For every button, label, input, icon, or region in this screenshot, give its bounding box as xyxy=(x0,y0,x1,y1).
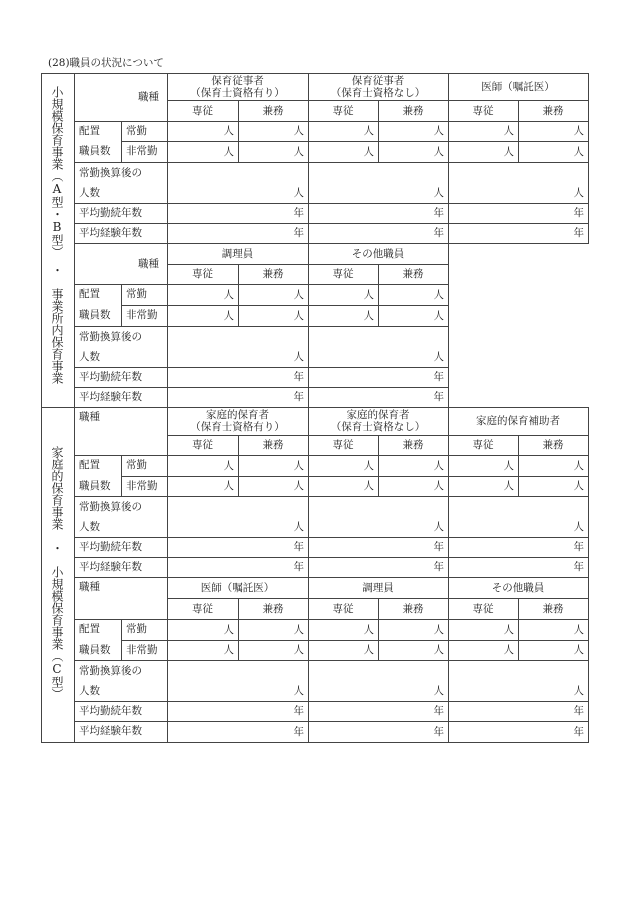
section-label-home-based-c: 家庭的保育事業 ・ 小規模保育事業（C型） xyxy=(50,446,64,700)
s2b-fulltime-input[interactable] xyxy=(518,619,588,640)
dedicated-header: 専従 xyxy=(192,439,213,451)
unit-label: 人 xyxy=(293,350,304,363)
staff-count-label: 職員数 xyxy=(79,480,111,492)
job-column-header: 家庭的保育者 xyxy=(346,409,410,421)
grid-line xyxy=(74,577,589,578)
unit-label: 人 xyxy=(223,459,234,472)
s1a-fte-input[interactable] xyxy=(448,162,588,203)
side-divider xyxy=(74,73,75,743)
s2b-parttime-input[interactable] xyxy=(238,640,308,660)
s2a-parttime-input[interactable] xyxy=(167,476,238,496)
dedicated-header: 専従 xyxy=(472,105,494,117)
outer-border xyxy=(41,73,75,74)
parttime-label: 非常勤 xyxy=(126,145,158,157)
s1a-fulltime-input[interactable] xyxy=(518,121,588,141)
fulltime-label: 常勤 xyxy=(126,623,147,635)
unit-label: 人 xyxy=(573,459,584,472)
dedicated-header: 専従 xyxy=(332,268,354,280)
fte-label-line2: 人数 xyxy=(79,187,100,199)
unit-label: 年 xyxy=(293,206,304,219)
unit-label: 人 xyxy=(573,643,584,656)
unit-label: 人 xyxy=(293,186,304,199)
s2b-parttime-input[interactable] xyxy=(518,640,588,660)
job-column-header: 保育従事者 xyxy=(211,75,264,87)
unit-label: 人 xyxy=(433,124,444,137)
fte-label-line1: 常勤換算後の xyxy=(79,167,142,179)
s2b-parttime-input[interactable] xyxy=(167,640,238,660)
unit-label: 人 xyxy=(433,459,444,472)
s1a-tenure-input[interactable] xyxy=(167,203,308,223)
unit-label: 年 xyxy=(573,540,584,553)
unit-label: 年 xyxy=(433,370,444,383)
unit-label: 人 xyxy=(573,145,584,158)
job-type-label: 職種 xyxy=(138,91,159,103)
s2a-fte-input[interactable] xyxy=(448,496,588,537)
s2a-parttime-input[interactable] xyxy=(308,476,378,496)
s1b-parttime-input[interactable] xyxy=(378,305,448,326)
avg-tenure-label: 平均勤続年数 xyxy=(79,207,142,219)
unit-label: 人 xyxy=(503,124,514,137)
s1b-fte-input[interactable] xyxy=(167,326,308,367)
unit-label: 年 xyxy=(293,226,304,239)
parttime-label: 非常勤 xyxy=(126,644,158,656)
unit-label: 人 xyxy=(503,643,514,656)
fte-label-line2: 人数 xyxy=(79,351,100,363)
unit-label: 人 xyxy=(223,124,234,137)
avg-experience-label: 平均経験年数 xyxy=(79,227,142,239)
fte-label-line1: 常勤換算後の xyxy=(79,501,142,513)
job-column-header: 調理員 xyxy=(362,582,394,594)
s1a-fulltime-input[interactable] xyxy=(167,121,238,141)
job-column-header: 医師（嘱託医） xyxy=(200,582,275,594)
fulltime-label: 常勤 xyxy=(126,459,147,471)
s2b-fulltime-input[interactable] xyxy=(448,619,518,640)
s1a-fulltime-input[interactable] xyxy=(378,121,448,141)
unit-label: 人 xyxy=(363,479,374,492)
job-column-header: 医師（嘱託医） xyxy=(481,81,555,93)
concurrent-header: 兼務 xyxy=(542,603,564,615)
concurrent-header: 兼務 xyxy=(402,105,424,117)
job-column-header: その他職員 xyxy=(351,248,405,260)
unit-label: 人 xyxy=(433,520,444,533)
section-divider xyxy=(41,407,75,408)
grid-line xyxy=(121,619,122,661)
unit-label: 年 xyxy=(293,390,304,403)
avg-experience-label: 平均経験年数 xyxy=(79,725,142,737)
s2b-tenure-input[interactable] xyxy=(167,701,308,721)
grid-line xyxy=(588,73,589,244)
s2b-parttime-input[interactable] xyxy=(308,640,378,660)
job-column-header: その他職員 xyxy=(491,582,545,594)
s1a-fulltime-input[interactable] xyxy=(448,121,518,141)
unit-label: 年 xyxy=(433,206,444,219)
fte-label-line2: 人数 xyxy=(79,521,100,533)
grid-line xyxy=(448,243,449,408)
dedicated-header: 専従 xyxy=(332,439,354,451)
unit-label: 年 xyxy=(293,540,304,553)
avg-tenure-label: 平均勤続年数 xyxy=(79,541,142,553)
s1a-fulltime-input[interactable] xyxy=(238,121,308,141)
placement-label: 配置 xyxy=(79,288,100,300)
unit-label: 人 xyxy=(433,643,444,656)
unit-label: 人 xyxy=(433,623,444,636)
unit-label: 年 xyxy=(433,226,444,239)
s1a-parttime-input[interactable] xyxy=(448,141,518,162)
s2a-experience-input[interactable] xyxy=(308,557,448,577)
job-column-header: 家庭的保育補助者 xyxy=(476,415,560,427)
job-type-label: 職種 xyxy=(79,581,100,593)
avg-experience-label: 平均経験年数 xyxy=(79,391,142,403)
s1a-fulltime-input[interactable] xyxy=(308,121,378,141)
unit-label: 人 xyxy=(433,186,444,199)
parttime-label: 非常勤 xyxy=(126,480,158,492)
grid-line xyxy=(121,121,122,163)
s2b-fulltime-input[interactable] xyxy=(308,619,378,640)
s2b-experience-input[interactable] xyxy=(448,721,588,742)
unit-label: 人 xyxy=(293,623,304,636)
avg-experience-label: 平均経験年数 xyxy=(79,561,142,573)
job-column-header: 家庭的保育者 xyxy=(206,409,269,421)
s2b-parttime-input[interactable] xyxy=(378,640,448,660)
s1a-tenure-input[interactable] xyxy=(448,203,588,223)
dedicated-header: 専従 xyxy=(332,603,354,615)
parttime-label: 非常勤 xyxy=(126,309,158,321)
s2a-tenure-input[interactable] xyxy=(448,537,588,557)
unit-label: 年 xyxy=(433,704,444,717)
unit-label: 人 xyxy=(573,623,584,636)
job-column-header: 調理員 xyxy=(221,248,254,260)
s2b-fulltime-input[interactable] xyxy=(167,619,238,640)
s2b-fulltime-input[interactable] xyxy=(238,619,308,640)
unit-label: 人 xyxy=(223,145,234,158)
s1a-fte-input[interactable] xyxy=(308,162,448,203)
unit-label: 人 xyxy=(433,350,444,363)
unit-label: 人 xyxy=(223,479,234,492)
grid-line xyxy=(448,407,589,408)
s1b-fulltime-input[interactable] xyxy=(167,284,238,305)
unit-label: 人 xyxy=(363,288,374,301)
s2b-experience-input[interactable] xyxy=(167,721,308,742)
s1b-parttime-input[interactable] xyxy=(167,305,238,326)
unit-label: 人 xyxy=(573,479,584,492)
concurrent-header: 兼務 xyxy=(262,439,284,451)
staff-count-label: 職員数 xyxy=(79,309,111,321)
unit-label: 人 xyxy=(223,288,234,301)
s1b-parttime-input[interactable] xyxy=(308,305,378,326)
fte-label-line2: 人数 xyxy=(79,685,100,697)
grid-line xyxy=(121,284,122,327)
s2a-parttime-input[interactable] xyxy=(238,476,308,496)
s2b-experience-input[interactable] xyxy=(308,721,448,742)
unit-label: 人 xyxy=(433,684,444,697)
s1a-parttime-input[interactable] xyxy=(518,141,588,162)
unit-label: 年 xyxy=(433,540,444,553)
unit-label: 人 xyxy=(503,623,514,636)
s1b-experience-input[interactable] xyxy=(308,387,448,407)
s2b-fte-input[interactable] xyxy=(448,660,588,701)
unit-label: 人 xyxy=(433,309,444,322)
job-column-qualification: （保育士資格有り） xyxy=(190,421,285,433)
unit-label: 人 xyxy=(363,643,374,656)
unit-label: 人 xyxy=(363,623,374,636)
unit-label: 人 xyxy=(293,643,304,656)
unit-label: 人 xyxy=(293,124,304,137)
s2a-fte-input[interactable] xyxy=(308,496,448,537)
s1a-parttime-input[interactable] xyxy=(308,141,378,162)
s2a-parttime-input[interactable] xyxy=(378,476,448,496)
fulltime-label: 常勤 xyxy=(126,125,147,137)
unit-label: 年 xyxy=(573,226,584,239)
grid-line xyxy=(588,407,589,578)
grid-line xyxy=(121,455,122,497)
unit-label: 人 xyxy=(433,145,444,158)
unit-label: 年 xyxy=(293,704,304,717)
s2a-tenure-input[interactable] xyxy=(308,537,448,557)
unit-label: 人 xyxy=(503,459,514,472)
s1a-parttime-input[interactable] xyxy=(378,141,448,162)
dedicated-header: 専従 xyxy=(192,603,213,615)
s2b-fulltime-input[interactable] xyxy=(378,619,448,640)
dedicated-header: 専従 xyxy=(332,105,354,117)
s1b-fulltime-input[interactable] xyxy=(378,284,448,305)
unit-label: 人 xyxy=(573,684,584,697)
concurrent-header: 兼務 xyxy=(262,603,284,615)
unit-label: 人 xyxy=(573,186,584,199)
unit-label: 人 xyxy=(293,520,304,533)
s2a-fulltime-input[interactable] xyxy=(448,455,518,476)
s1a-parttime-input[interactable] xyxy=(167,141,238,162)
concurrent-header: 兼務 xyxy=(402,603,424,615)
placement-label: 配置 xyxy=(79,623,100,635)
placement-label: 配置 xyxy=(79,459,100,471)
dedicated-header: 専従 xyxy=(192,105,213,117)
dedicated-header: 専従 xyxy=(472,439,494,451)
unit-label: 人 xyxy=(433,288,444,301)
unit-label: 人 xyxy=(363,459,374,472)
unit-label: 人 xyxy=(573,520,584,533)
s2a-fulltime-input[interactable] xyxy=(518,455,588,476)
concurrent-header: 兼務 xyxy=(402,439,424,451)
s2a-fte-input[interactable] xyxy=(167,496,308,537)
unit-label: 年 xyxy=(293,560,304,573)
s1a-experience-input[interactable] xyxy=(167,223,308,243)
job-column-header: 保育従事者 xyxy=(351,75,405,87)
s2b-fte-input[interactable] xyxy=(167,660,308,701)
grid-line xyxy=(74,243,449,244)
unit-label: 年 xyxy=(573,704,584,717)
outer-border xyxy=(74,742,589,743)
job-column-qualification: （保育士資格なし） xyxy=(330,87,426,99)
s1b-fulltime-input[interactable] xyxy=(308,284,378,305)
outer-border xyxy=(41,73,42,743)
concurrent-header: 兼務 xyxy=(542,439,564,451)
s2a-parttime-input[interactable] xyxy=(448,476,518,496)
s1b-tenure-input[interactable] xyxy=(167,367,308,387)
unit-label: 年 xyxy=(293,725,304,738)
job-column-qualification: （保育士資格有り） xyxy=(190,87,285,99)
fte-label-line1: 常勤換算後の xyxy=(79,331,142,343)
unit-label: 人 xyxy=(293,459,304,472)
unit-label: 人 xyxy=(293,288,304,301)
unit-label: 年 xyxy=(573,560,584,573)
concurrent-header: 兼務 xyxy=(402,268,424,280)
s2a-fulltime-input[interactable] xyxy=(238,455,308,476)
grid-line xyxy=(74,73,589,74)
section-title: (28)職員の状況について xyxy=(48,57,164,69)
s2b-fte-input[interactable] xyxy=(308,660,448,701)
s1b-tenure-input[interactable] xyxy=(308,367,448,387)
job-type-label: 職種 xyxy=(138,258,159,270)
unit-label: 人 xyxy=(363,145,374,158)
avg-tenure-label: 平均勤続年数 xyxy=(79,705,142,717)
dedicated-header: 専従 xyxy=(472,603,494,615)
s2a-parttime-input[interactable] xyxy=(518,476,588,496)
concurrent-header: 兼務 xyxy=(262,268,284,280)
fte-label-line1: 常勤換算後の xyxy=(79,665,142,677)
s1b-parttime-input[interactable] xyxy=(238,305,308,326)
s2a-tenure-input[interactable] xyxy=(167,537,308,557)
staff-count-label: 職員数 xyxy=(79,644,111,656)
s2b-tenure-input[interactable] xyxy=(448,701,588,721)
s1b-fulltime-input[interactable] xyxy=(238,284,308,305)
unit-label: 人 xyxy=(503,145,514,158)
unit-label: 人 xyxy=(293,145,304,158)
unit-label: 人 xyxy=(433,479,444,492)
grid-line xyxy=(588,577,589,743)
s2a-fulltime-input[interactable] xyxy=(308,455,378,476)
s1a-experience-input[interactable] xyxy=(448,223,588,243)
unit-label: 人 xyxy=(223,643,234,656)
unit-label: 人 xyxy=(573,124,584,137)
s2a-fulltime-input[interactable] xyxy=(378,455,448,476)
unit-label: 人 xyxy=(363,124,374,137)
placement-label: 配置 xyxy=(79,125,100,137)
unit-label: 人 xyxy=(293,309,304,322)
s2a-fulltime-input[interactable] xyxy=(167,455,238,476)
dedicated-header: 専従 xyxy=(192,268,213,280)
job-column-qualification: （保育士資格なし） xyxy=(330,421,426,433)
s1a-fte-input[interactable] xyxy=(167,162,308,203)
s2a-experience-input[interactable] xyxy=(167,557,308,577)
unit-label: 年 xyxy=(573,206,584,219)
concurrent-header: 兼務 xyxy=(262,105,284,117)
unit-label: 人 xyxy=(293,479,304,492)
outer-border xyxy=(41,742,75,743)
unit-label: 人 xyxy=(503,479,514,492)
s2b-tenure-input[interactable] xyxy=(308,701,448,721)
concurrent-header: 兼務 xyxy=(542,105,564,117)
unit-label: 年 xyxy=(433,560,444,573)
s1a-parttime-input[interactable] xyxy=(238,141,308,162)
s1a-tenure-input[interactable] xyxy=(308,203,448,223)
unit-label: 年 xyxy=(573,725,584,738)
unit-label: 年 xyxy=(433,390,444,403)
s1b-fte-input[interactable] xyxy=(308,326,448,367)
staff-count-label: 職員数 xyxy=(79,145,111,157)
unit-label: 年 xyxy=(293,370,304,383)
avg-tenure-label: 平均勤続年数 xyxy=(79,371,142,383)
fulltime-label: 常勤 xyxy=(126,288,147,300)
unit-label: 人 xyxy=(223,309,234,322)
s1a-experience-input[interactable] xyxy=(308,223,448,243)
s2b-parttime-input[interactable] xyxy=(448,640,518,660)
s2a-experience-input[interactable] xyxy=(448,557,588,577)
unit-label: 人 xyxy=(293,684,304,697)
job-type-label: 職種 xyxy=(79,411,100,423)
unit-label: 年 xyxy=(433,725,444,738)
s1b-experience-input[interactable] xyxy=(167,387,308,407)
section-label-small-scale-ab: 小規模保育事業（A型・B型） ・ 事業所内保育事業 xyxy=(50,86,64,384)
unit-label: 人 xyxy=(363,309,374,322)
unit-label: 人 xyxy=(223,623,234,636)
